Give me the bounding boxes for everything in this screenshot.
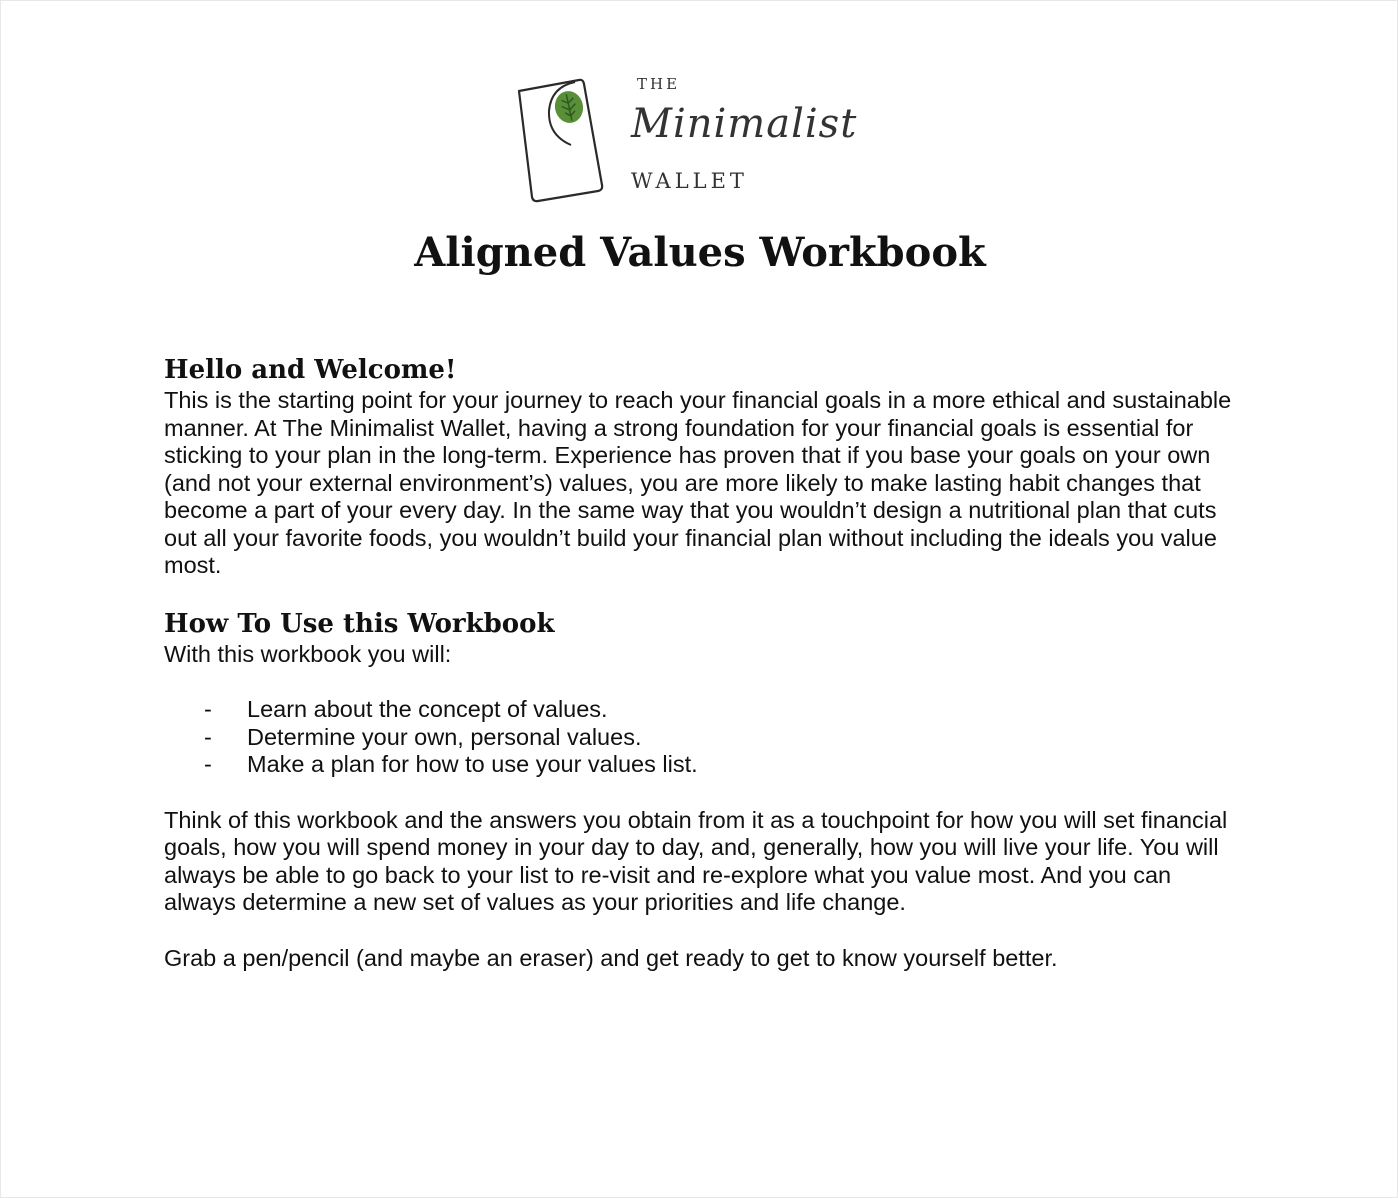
document-title: Aligned Values Workbook <box>414 229 986 276</box>
list-item <box>164 696 1244 724</box>
bullet-dash: - <box>204 696 212 722</box>
list-item-text: Learn about the concept of values. <box>247 696 608 722</box>
howto-list <box>164 696 1244 779</box>
wallet-leaf-icon <box>513 73 613 208</box>
document-page <box>1 1 1397 1197</box>
think-paragraph: Think of this workbook and the answers you obtain from it as a touchpoint for how you will set financial goals, how you will spend money in your day to day, and, generally, how you will live your life. You will always be able to go back to your list to re-visit and re-explore what you value most. And you can always determine a new set of values as your priorities and life change. <box>164 806 1228 915</box>
bullet-dash: - <box>204 751 212 777</box>
document-body <box>164 353 1244 972</box>
closing-paragraph: Grab a pen/pencil (and maybe an eraser) and get ready to get to know yourself better. <box>164 944 1058 971</box>
logo-wallet-text: WALLET <box>631 169 748 193</box>
howto-heading: How To Use this Workbook <box>164 608 555 639</box>
list-item <box>164 724 1244 752</box>
welcome-paragraph: This is the starting point for your journey to reach your financial goals in a more ethical and sustainable manner. At The Minimalist Wallet, having a strong foundation for your financial goals is essential for sticking to your plan in the long-term. Experience has proven that if you base your goals on your own (and not your external environment’s) values, you are more likely to make lasting habit changes that become a part of your every day. In the same way that you wouldn’t design a nutritional plan that cuts out all your favorite foods, you wouldn’t build your financial plan without including the ideals you value most. <box>164 387 1232 578</box>
howto-intro: With this workbook you will: <box>164 640 452 667</box>
list-item-text: Make a plan for how to use your values list. <box>247 751 698 777</box>
brand-logo <box>513 73 893 208</box>
welcome-heading: Hello and Welcome! <box>164 355 457 385</box>
bullet-dash: - <box>204 723 212 750</box>
list-item <box>164 751 1244 779</box>
list-item-text: Determine your own, personal values. <box>247 723 642 750</box>
logo-script-text: Minimalist <box>631 101 858 147</box>
logo-the-text: THE <box>637 75 681 93</box>
